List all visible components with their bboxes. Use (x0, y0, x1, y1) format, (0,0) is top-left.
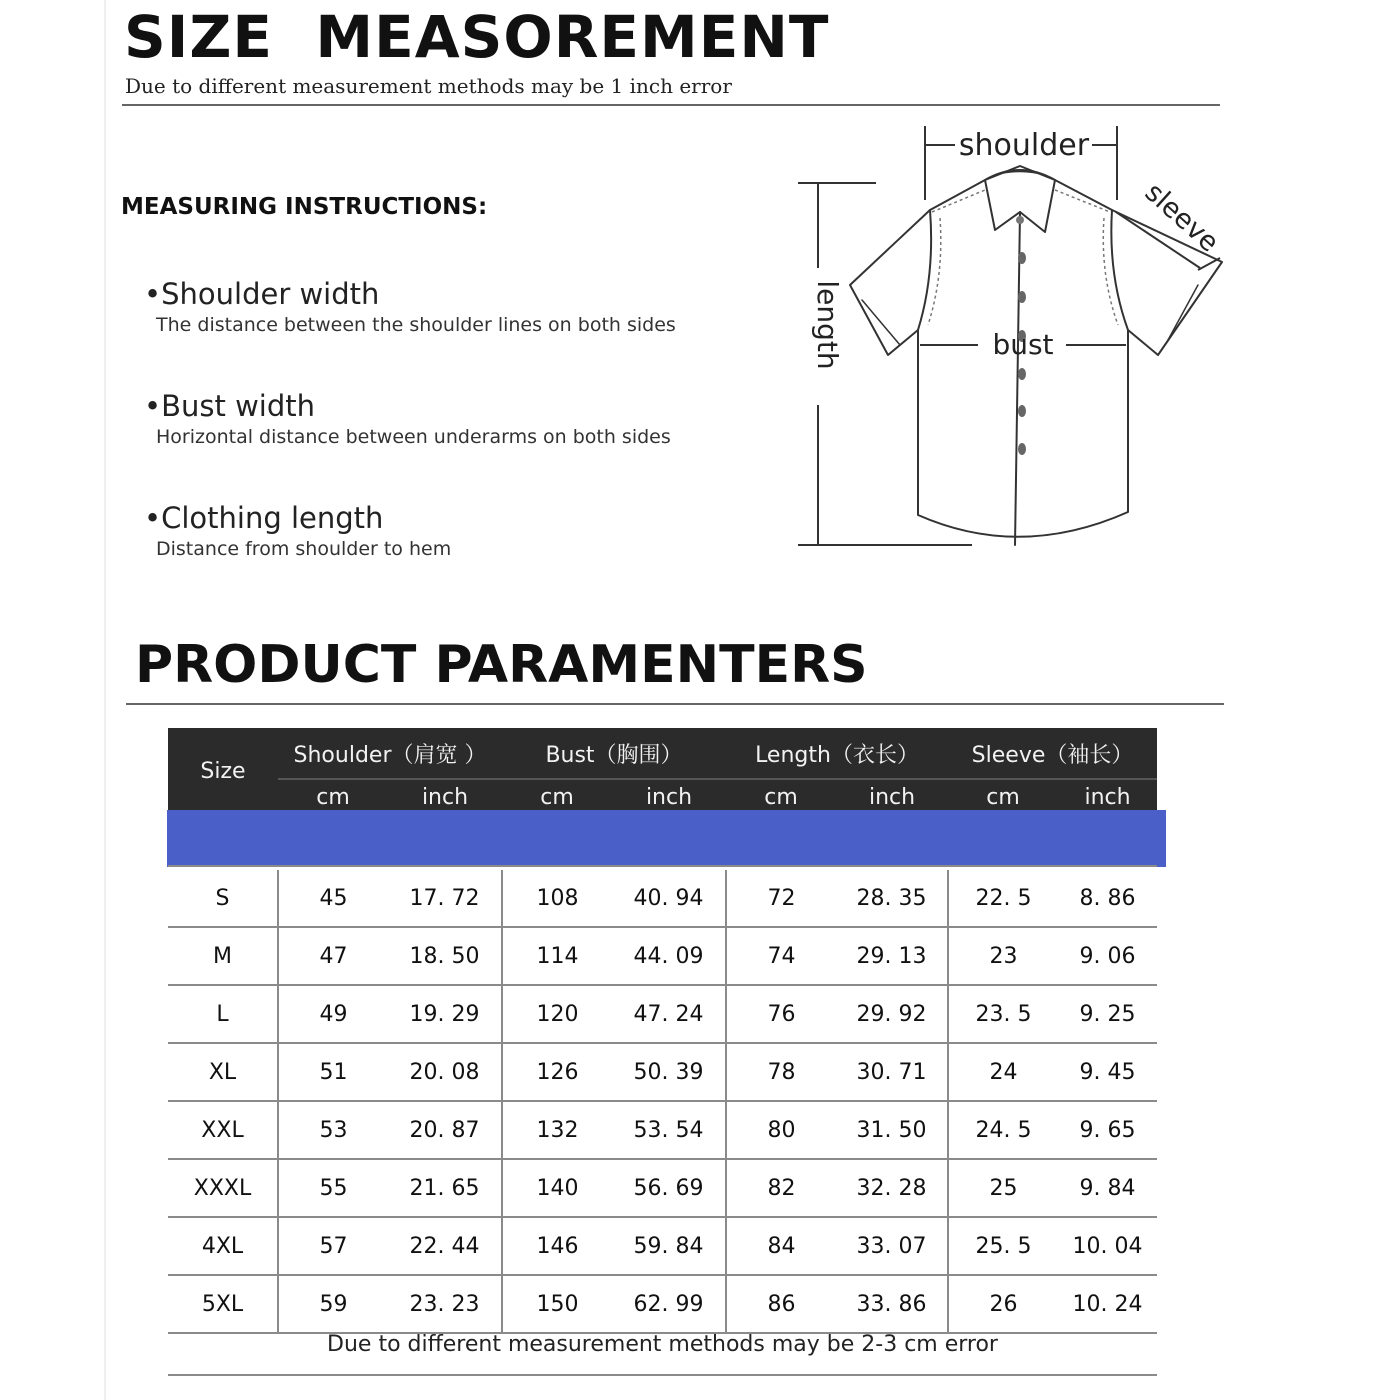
unit-inch: inch (836, 779, 948, 814)
value-cell: 21. 65 (388, 1159, 502, 1217)
params-divider (126, 703, 1224, 705)
value-cell: 140 (502, 1159, 612, 1217)
page-title: SIZE MEASOREMENT (124, 3, 830, 71)
value-cell: 9. 06 (1058, 927, 1157, 985)
size-cell: XXL (168, 1101, 278, 1159)
value-cell: 74 (726, 927, 836, 985)
value-cell: 50. 39 (612, 1043, 726, 1101)
value-cell: 25. 5 (948, 1217, 1058, 1275)
value-cell: 40. 94 (612, 870, 726, 927)
value-cell: 18. 50 (388, 927, 502, 985)
table-row (168, 1043, 1157, 1101)
size-cell: 5XL (168, 1275, 278, 1333)
instruction-title: •Shoulder width (144, 277, 380, 311)
title-divider (122, 104, 1220, 106)
value-cell: 78 (726, 1043, 836, 1101)
value-cell: 10. 24 (1058, 1275, 1157, 1333)
value-cell: 108 (502, 870, 612, 927)
value-cell: 114 (502, 927, 612, 985)
value-cell: 19. 29 (388, 985, 502, 1043)
table-row (168, 870, 1157, 927)
instruction-desc: Distance from shoulder to hem (156, 538, 452, 560)
header-size: Size (168, 728, 278, 814)
value-cell: 23 (948, 927, 1058, 985)
value-cell: 56. 69 (612, 1159, 726, 1217)
bust-label: bust (992, 328, 1054, 361)
unit-cm: cm (726, 779, 836, 814)
value-cell: 146 (502, 1217, 612, 1275)
table-top-line (168, 865, 1157, 867)
value-cell: 29. 13 (836, 927, 948, 985)
value-cell: 23. 23 (388, 1275, 502, 1333)
value-cell: 72 (726, 870, 836, 927)
sleeve-label: sleeve (1138, 176, 1225, 259)
value-cell: 59 (278, 1275, 388, 1333)
value-cell: 132 (502, 1101, 612, 1159)
unit-inch: inch (1058, 779, 1157, 814)
header-shoulder: Shoulder（肩宽 ） (278, 728, 502, 779)
value-cell: 55 (278, 1159, 388, 1217)
value-cell: 29. 92 (836, 985, 948, 1043)
value-cell: 33. 07 (836, 1217, 948, 1275)
value-cell: 28. 35 (836, 870, 948, 927)
instruction-shoulder (144, 276, 676, 338)
value-cell: 57 (278, 1217, 388, 1275)
value-cell: 20. 08 (388, 1043, 502, 1101)
size-cell: XXXL (168, 1159, 278, 1217)
value-cell: 150 (502, 1275, 612, 1333)
instruction-title: •Bust width (144, 389, 316, 423)
header-length: Length（衣长） (726, 728, 948, 779)
value-cell: 33. 86 (836, 1275, 948, 1333)
value-cell: 17. 72 (388, 870, 502, 927)
value-cell: 47 (278, 927, 388, 985)
value-cell: 120 (502, 985, 612, 1043)
value-cell: 44. 09 (612, 927, 726, 985)
unit-inch: inch (612, 779, 726, 814)
instruction-length (144, 500, 451, 562)
value-cell: 51 (278, 1043, 388, 1101)
table-row (168, 985, 1157, 1043)
value-cell: 9. 84 (1058, 1159, 1157, 1217)
value-cell: 24. 5 (948, 1101, 1058, 1159)
value-cell: 59. 84 (612, 1217, 726, 1275)
value-cell: 9. 45 (1058, 1043, 1157, 1101)
value-cell: 53 (278, 1101, 388, 1159)
size-cell: L (168, 985, 278, 1043)
value-cell: 45 (278, 870, 388, 927)
table-note: Due to different measurement methods may be 2-3 cm error (327, 1332, 998, 1357)
accent-bar (167, 810, 1166, 867)
value-cell: 80 (726, 1101, 836, 1159)
bottom-divider (168, 1374, 1157, 1376)
instruction-bust (144, 388, 671, 450)
value-cell: 31. 50 (836, 1101, 948, 1159)
value-cell: 76 (726, 985, 836, 1043)
value-cell: 24 (948, 1043, 1058, 1101)
value-cell: 49 (278, 985, 388, 1043)
size-cell: M (168, 927, 278, 985)
unit-cm: cm (948, 779, 1058, 814)
length-label: length (811, 280, 844, 370)
page-left-edge (104, 0, 106, 1400)
shirt-diagram (790, 118, 1240, 568)
instruction-title: •Clothing length (144, 501, 384, 535)
header-sleeve: Sleeve（袖长） (948, 728, 1157, 779)
table-row (168, 1101, 1157, 1159)
size-cell: 4XL (168, 1217, 278, 1275)
params-title: PRODUCT PARAMENTERS (135, 635, 868, 695)
value-cell: 9. 65 (1058, 1101, 1157, 1159)
header-bust: Bust（胸围） (502, 728, 726, 779)
value-cell: 53. 54 (612, 1101, 726, 1159)
value-cell: 22. 5 (948, 870, 1058, 927)
page-subtitle: Due to different measurement methods may be 1 inch error (125, 74, 732, 98)
instruction-desc: Horizontal distance between underarms on both sides (156, 426, 671, 448)
table-row (168, 927, 1157, 985)
value-cell: 10. 04 (1058, 1217, 1157, 1275)
unit-cm: cm (502, 779, 612, 814)
value-cell: 86 (726, 1275, 836, 1333)
unit-cm: cm (278, 779, 388, 814)
table-row (168, 1217, 1157, 1275)
instruction-desc: The distance between the shoulder lines on both sides (156, 314, 676, 336)
value-cell: 30. 71 (836, 1043, 948, 1101)
value-cell: 62. 99 (612, 1275, 726, 1333)
value-cell: 25 (948, 1159, 1058, 1217)
value-cell: 32. 28 (836, 1159, 948, 1217)
value-cell: 8. 86 (1058, 870, 1157, 927)
table-row (168, 1275, 1157, 1333)
instructions-heading: MEASURING INSTRUCTIONS: (121, 194, 488, 220)
size-cell: S (168, 870, 278, 927)
value-cell: 84 (726, 1217, 836, 1275)
size-cell: XL (168, 1043, 278, 1101)
value-cell: 82 (726, 1159, 836, 1217)
value-cell: 26 (948, 1275, 1058, 1333)
value-cell: 9. 25 (1058, 985, 1157, 1043)
table-row (168, 1159, 1157, 1217)
value-cell: 20. 87 (388, 1101, 502, 1159)
value-cell: 23. 5 (948, 985, 1058, 1043)
unit-inch: inch (388, 779, 502, 814)
value-cell: 22. 44 (388, 1217, 502, 1275)
value-cell: 47. 24 (612, 985, 726, 1043)
value-cell: 126 (502, 1043, 612, 1101)
shoulder-label: shoulder (958, 128, 1090, 163)
